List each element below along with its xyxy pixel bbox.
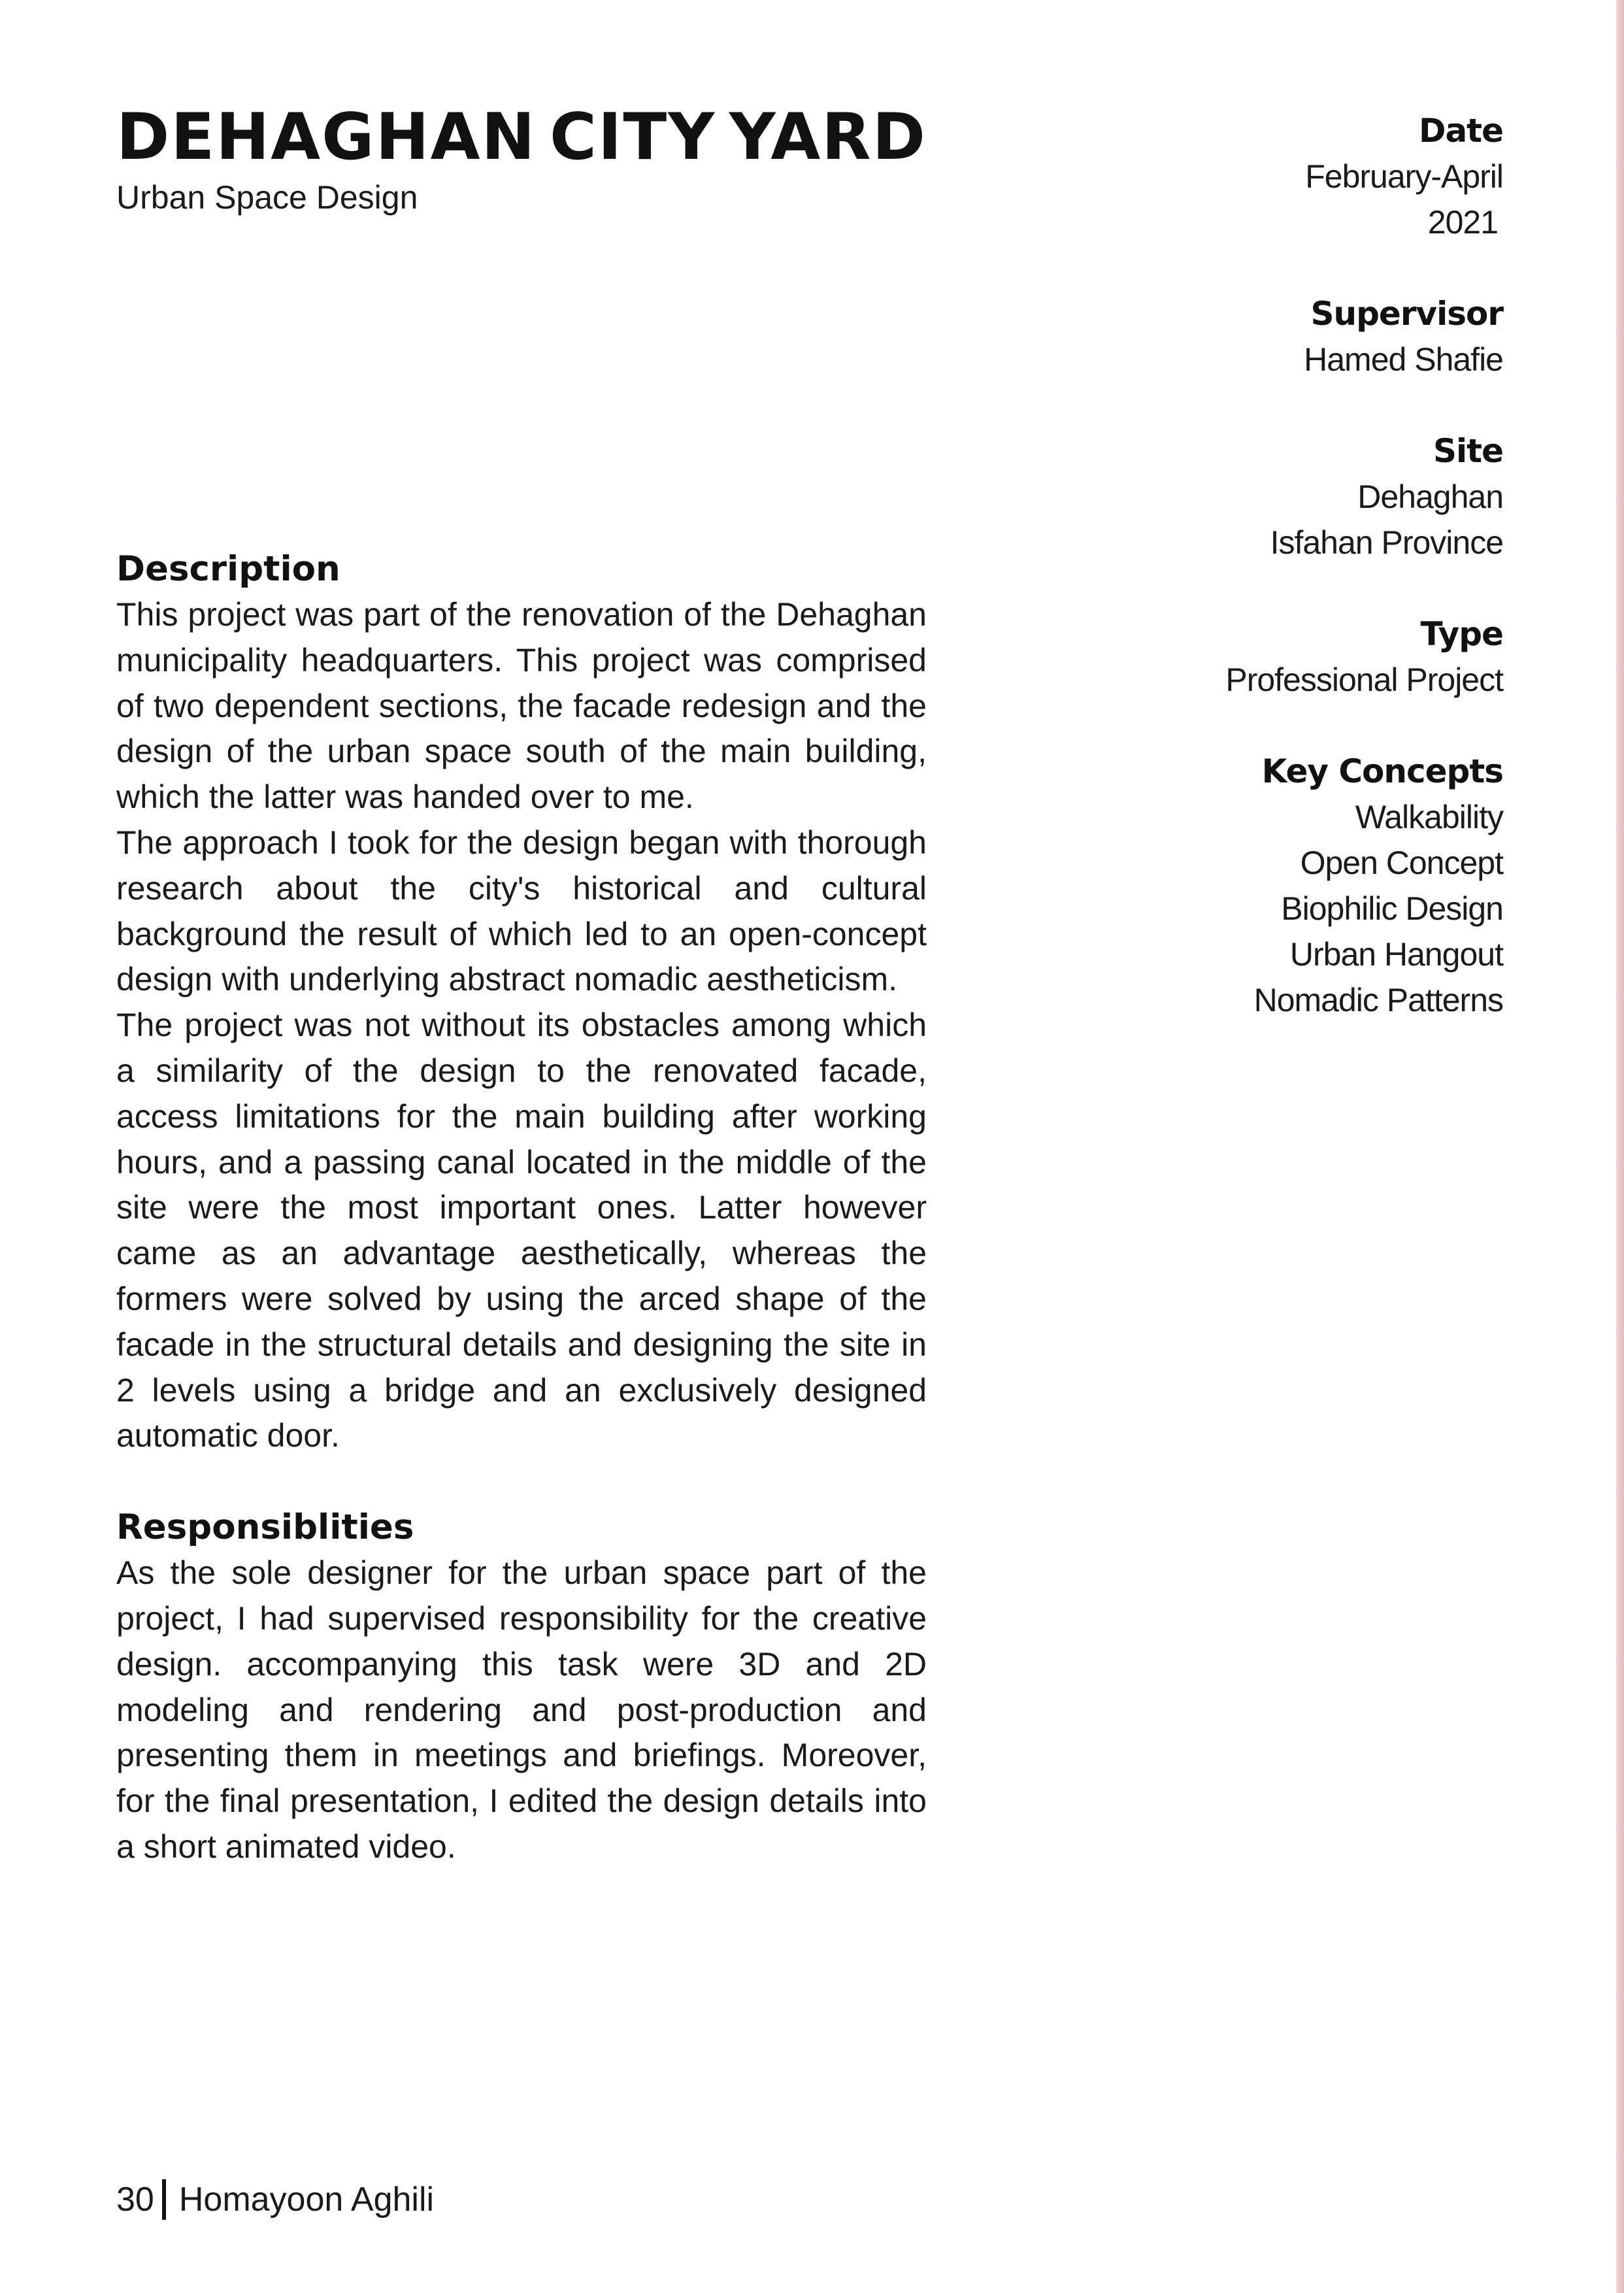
page-title bbox=[116, 98, 927, 176]
footer-divider bbox=[162, 2179, 166, 2220]
meta-key-concepts-label: Key Concepts bbox=[1261, 752, 1503, 790]
description-paragraph-1: This project was part of the renovation of the Dehaghan municipality headquarters. This project was comprised of two dependent sections, the facade redesign and the design of the urban space south of the main building, which the latter was handed over to me. bbox=[116, 596, 927, 816]
meta-site-label: Site bbox=[1433, 432, 1503, 470]
key-concept-item: Urban Hangout bbox=[1289, 936, 1503, 973]
responsibilities-heading: Responsiblities bbox=[116, 1507, 414, 1548]
description-paragraph-2: The approach I took for the design began with thorough research about the city's historical and cultural background the result of which led to an open-concept design with underlying abstract nomadic aestheticism. bbox=[116, 824, 927, 998]
meta-sidebar bbox=[1046, 108, 1503, 1069]
key-concept-item: Walkability bbox=[1355, 799, 1503, 835]
page-edge-decoration bbox=[1616, 0, 1624, 2293]
meta-supervisor bbox=[1046, 291, 1503, 382]
page-footer bbox=[116, 2177, 434, 2222]
title-word-1: DEHAGHAN bbox=[116, 100, 537, 175]
title-word-3: YARD bbox=[729, 100, 927, 175]
meta-type-label: Type bbox=[1420, 615, 1503, 653]
meta-site-value-1: Dehaghan bbox=[1357, 478, 1503, 515]
meta-date-value-2: 2021 bbox=[1427, 204, 1498, 241]
footer-author: Homayoon Aghili bbox=[178, 2181, 435, 2218]
description-heading: Description bbox=[116, 549, 340, 589]
responsibilities-text: As the sole designer for the urban space part of the project, I had supervised responsibility for the creative design. accompanying this task were 3D and 2D modeling and rendering and post-production and presenting them in meetings and briefings. Moreover, for the final presentation, I edited the design details into a short animated video. bbox=[116, 1554, 927, 1865]
meta-supervisor-value: Hamed Shafie bbox=[1304, 341, 1503, 378]
meta-date-label: Date bbox=[1418, 112, 1503, 150]
meta-site-value-2: Isfahan Province bbox=[1270, 524, 1503, 561]
meta-type-value: Professional Project bbox=[1225, 661, 1503, 698]
title-word-2: CITY bbox=[550, 100, 716, 175]
description-paragraph-3: The project was not without its obstacles among which a similarity of the design to the renovated facade, access limitations for the main building after working hours, and a passing canal located in the middle of the site were the most important ones. Latter however came as an advantage aesthetically, whereas the formers were solved by using the arced shape of the facade in the structural details and designing the site in 2 levels using a bridge and an exclusively designed automatic door. bbox=[116, 1007, 927, 1454]
meta-key-concepts bbox=[1046, 748, 1503, 1023]
meta-site bbox=[1046, 428, 1503, 565]
main-column bbox=[116, 98, 927, 1870]
key-concept-item: Open Concept bbox=[1300, 845, 1503, 881]
meta-date bbox=[1046, 108, 1503, 245]
description-section bbox=[116, 546, 927, 1459]
page-subtitle: Urban Space Design bbox=[116, 179, 418, 216]
responsibilities-section bbox=[116, 1505, 927, 1870]
key-concept-item: Biophilic Design bbox=[1281, 890, 1503, 927]
key-concept-item: Nomadic Patterns bbox=[1253, 982, 1503, 1018]
page-number: 30 bbox=[116, 2181, 154, 2218]
meta-type bbox=[1046, 611, 1503, 703]
meta-date-value-1: February-April bbox=[1305, 158, 1503, 195]
meta-supervisor-label: Supervisor bbox=[1310, 295, 1503, 333]
